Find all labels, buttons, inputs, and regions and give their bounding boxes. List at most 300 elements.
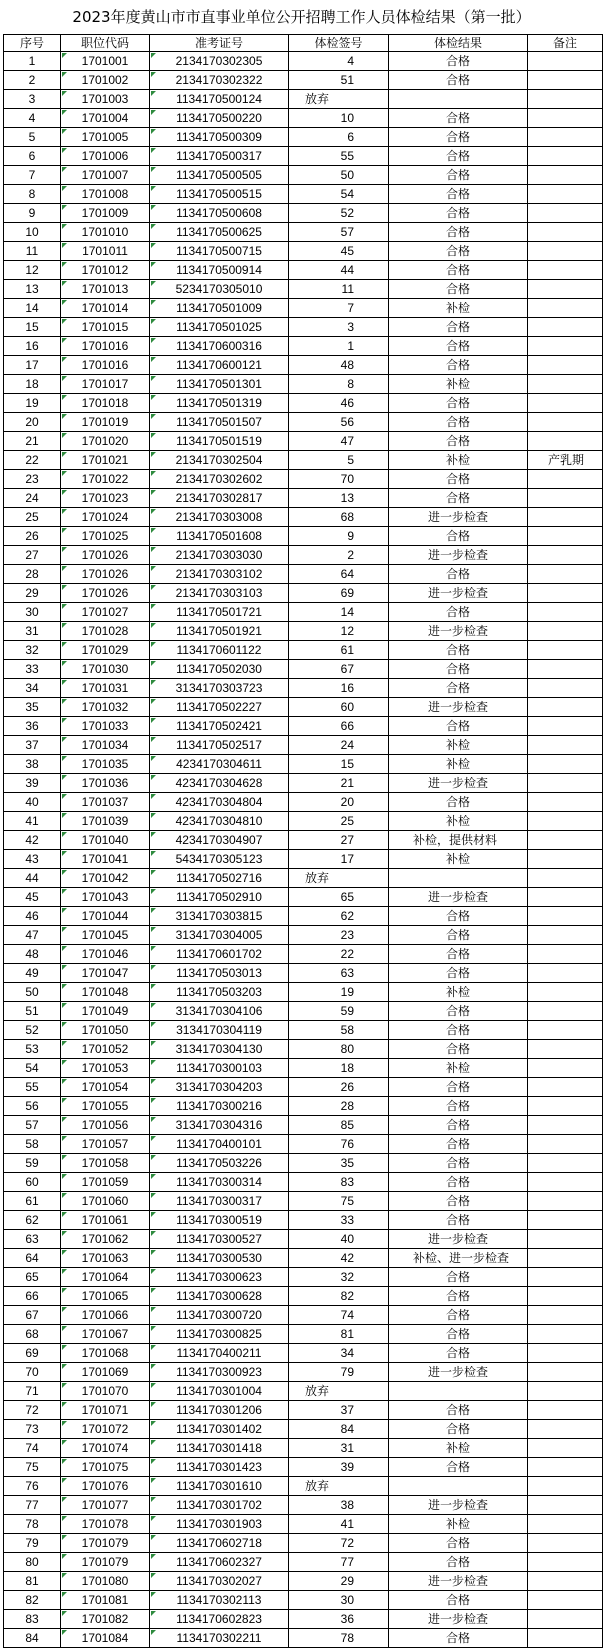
seq-cell[interactable]: 45 (4, 888, 61, 907)
exam-number-cell[interactable]: 63 (289, 964, 389, 983)
ticket-number-cell[interactable]: 1134170302211 (150, 1629, 289, 1648)
ticket-number-cell[interactable]: 3134170304005 (150, 926, 289, 945)
remark-cell[interactable] (528, 489, 603, 508)
ticket-number-cell[interactable]: 1134170602823 (150, 1610, 289, 1629)
seq-cell[interactable]: 63 (4, 1230, 61, 1249)
exam-number-cell[interactable]: 12 (289, 622, 389, 641)
exam-number-cell[interactable]: 放弃 (289, 90, 389, 109)
exam-number-cell[interactable]: 5 (289, 451, 389, 470)
exam-result-cell[interactable]: 合格 (389, 1534, 528, 1553)
remark-cell[interactable] (528, 261, 603, 280)
exam-result-cell[interactable]: 合格 (389, 1078, 528, 1097)
ticket-number-cell[interactable]: 1134170300623 (150, 1268, 289, 1287)
position-code-cell[interactable]: 1701016 (61, 356, 150, 375)
column-header-exam-number[interactable]: 体检签号 (289, 35, 389, 52)
exam-number-cell[interactable]: 30 (289, 1591, 389, 1610)
seq-cell[interactable]: 18 (4, 375, 61, 394)
position-code-cell[interactable]: 1701061 (61, 1211, 150, 1230)
ticket-number-cell[interactable]: 3134170304203 (150, 1078, 289, 1097)
ticket-number-cell[interactable]: 1134170300103 (150, 1059, 289, 1078)
ticket-number-cell[interactable]: 1134170500317 (150, 147, 289, 166)
exam-number-cell[interactable]: 21 (289, 774, 389, 793)
ticket-number-cell[interactable]: 1134170501608 (150, 527, 289, 546)
remark-cell[interactable] (528, 1135, 603, 1154)
exam-result-cell[interactable]: 合格 (389, 71, 528, 90)
seq-cell[interactable]: 1 (4, 52, 61, 71)
exam-result-cell[interactable]: 合格 (389, 1553, 528, 1572)
remark-cell[interactable] (528, 679, 603, 698)
remark-cell[interactable] (528, 964, 603, 983)
exam-result-cell[interactable]: 合格 (389, 1306, 528, 1325)
exam-result-cell[interactable]: 合格 (389, 1325, 528, 1344)
remark-cell[interactable] (528, 71, 603, 90)
column-header-remark[interactable]: 备注 (528, 35, 603, 52)
seq-cell[interactable]: 73 (4, 1420, 61, 1439)
remark-cell[interactable] (528, 1097, 603, 1116)
exam-number-cell[interactable]: 10 (289, 109, 389, 128)
exam-number-cell[interactable]: 25 (289, 812, 389, 831)
exam-result-cell[interactable]: 补检 (389, 983, 528, 1002)
exam-number-cell[interactable]: 72 (289, 1534, 389, 1553)
exam-number-cell[interactable]: 75 (289, 1192, 389, 1211)
exam-number-cell[interactable]: 24 (289, 736, 389, 755)
position-code-cell[interactable]: 1701015 (61, 318, 150, 337)
seq-cell[interactable]: 51 (4, 1002, 61, 1021)
ticket-number-cell[interactable]: 1134170500608 (150, 204, 289, 223)
seq-cell[interactable]: 32 (4, 641, 61, 660)
ticket-number-cell[interactable]: 1134170502421 (150, 717, 289, 736)
ticket-number-cell[interactable]: 2134170303008 (150, 508, 289, 527)
exam-number-cell[interactable]: 41 (289, 1515, 389, 1534)
position-code-cell[interactable]: 1701045 (61, 926, 150, 945)
position-code-cell[interactable]: 1701056 (61, 1116, 150, 1135)
position-code-cell[interactable]: 1701019 (61, 413, 150, 432)
remark-cell[interactable] (528, 1268, 603, 1287)
exam-result-cell[interactable]: 合格 (389, 565, 528, 584)
exam-result-cell[interactable]: 进一步检查 (389, 888, 528, 907)
ticket-number-cell[interactable]: 1134170300317 (150, 1192, 289, 1211)
exam-number-cell[interactable]: 66 (289, 717, 389, 736)
exam-number-cell[interactable]: 33 (289, 1211, 389, 1230)
position-code-cell[interactable]: 1701018 (61, 394, 150, 413)
exam-number-cell[interactable]: 4 (289, 52, 389, 71)
seq-cell[interactable]: 13 (4, 280, 61, 299)
ticket-number-cell[interactable]: 3134170304316 (150, 1116, 289, 1135)
exam-number-cell[interactable]: 36 (289, 1610, 389, 1629)
exam-number-cell[interactable]: 9 (289, 527, 389, 546)
exam-result-cell[interactable]: 合格 (389, 964, 528, 983)
remark-cell[interactable] (528, 432, 603, 451)
ticket-number-cell[interactable]: 1134170301702 (150, 1496, 289, 1515)
ticket-number-cell[interactable]: 5434170305123 (150, 850, 289, 869)
ticket-number-cell[interactable]: 3134170304119 (150, 1021, 289, 1040)
exam-number-cell[interactable]: 35 (289, 1154, 389, 1173)
position-code-cell[interactable]: 1701079 (61, 1534, 150, 1553)
seq-cell[interactable]: 40 (4, 793, 61, 812)
seq-cell[interactable]: 21 (4, 432, 61, 451)
exam-result-cell[interactable]: 合格 (389, 1116, 528, 1135)
position-code-cell[interactable]: 1701064 (61, 1268, 150, 1287)
exam-number-cell[interactable]: 47 (289, 432, 389, 451)
ticket-number-cell[interactable]: 3134170304130 (150, 1040, 289, 1059)
exam-number-cell[interactable]: 放弃 (289, 869, 389, 888)
exam-number-cell[interactable]: 27 (289, 831, 389, 850)
remark-cell[interactable] (528, 223, 603, 242)
seq-cell[interactable]: 62 (4, 1211, 61, 1230)
position-code-cell[interactable]: 1701005 (61, 128, 150, 147)
ticket-number-cell[interactable]: 5234170305010 (150, 280, 289, 299)
ticket-number-cell[interactable]: 1134170301423 (150, 1458, 289, 1477)
remark-cell[interactable] (528, 242, 603, 261)
seq-cell[interactable]: 59 (4, 1154, 61, 1173)
ticket-number-cell[interactable]: 1134170300527 (150, 1230, 289, 1249)
seq-cell[interactable]: 52 (4, 1021, 61, 1040)
remark-cell[interactable] (528, 926, 603, 945)
ticket-number-cell[interactable]: 1134170502227 (150, 698, 289, 717)
exam-result-cell[interactable]: 合格 (389, 1154, 528, 1173)
exam-number-cell[interactable]: 54 (289, 185, 389, 204)
position-code-cell[interactable]: 1701068 (61, 1344, 150, 1363)
exam-result-cell[interactable]: 合格 (389, 261, 528, 280)
exam-result-cell[interactable] (389, 90, 528, 109)
ticket-number-cell[interactable]: 1134170500124 (150, 90, 289, 109)
exam-result-cell[interactable]: 合格 (389, 356, 528, 375)
seq-cell[interactable]: 49 (4, 964, 61, 983)
ticket-number-cell[interactable]: 1134170400101 (150, 1135, 289, 1154)
exam-result-cell[interactable]: 合格 (389, 660, 528, 679)
exam-number-cell[interactable]: 15 (289, 755, 389, 774)
column-header-position-code[interactable]: 职位代码 (61, 35, 150, 52)
position-code-cell[interactable]: 1701021 (61, 451, 150, 470)
remark-cell[interactable] (528, 1344, 603, 1363)
ticket-number-cell[interactable]: 1134170501507 (150, 413, 289, 432)
exam-number-cell[interactable]: 84 (289, 1420, 389, 1439)
ticket-number-cell[interactable]: 1134170500309 (150, 128, 289, 147)
position-code-cell[interactable]: 1701081 (61, 1591, 150, 1610)
remark-cell[interactable] (528, 869, 603, 888)
position-code-cell[interactable]: 1701067 (61, 1325, 150, 1344)
ticket-number-cell[interactable]: 1134170302027 (150, 1572, 289, 1591)
seq-cell[interactable]: 28 (4, 565, 61, 584)
position-code-cell[interactable]: 1701042 (61, 869, 150, 888)
remark-cell[interactable] (528, 1249, 603, 1268)
seq-cell[interactable]: 71 (4, 1382, 61, 1401)
ticket-number-cell[interactable]: 1134170300314 (150, 1173, 289, 1192)
exam-number-cell[interactable]: 23 (289, 926, 389, 945)
position-code-cell[interactable]: 1701052 (61, 1040, 150, 1059)
exam-number-cell[interactable]: 68 (289, 508, 389, 527)
exam-number-cell[interactable]: 7 (289, 299, 389, 318)
seq-cell[interactable]: 53 (4, 1040, 61, 1059)
exam-result-cell[interactable]: 合格 (389, 1458, 528, 1477)
remark-cell[interactable] (528, 280, 603, 299)
remark-cell[interactable] (528, 204, 603, 223)
ticket-number-cell[interactable]: 1134170500625 (150, 223, 289, 242)
seq-cell[interactable]: 66 (4, 1287, 61, 1306)
ticket-number-cell[interactable]: 2134170302817 (150, 489, 289, 508)
exam-result-cell[interactable]: 合格 (389, 394, 528, 413)
remark-cell[interactable] (528, 565, 603, 584)
ticket-number-cell[interactable]: 1134170501519 (150, 432, 289, 451)
exam-result-cell[interactable]: 进一步检查 (389, 622, 528, 641)
seq-cell[interactable]: 68 (4, 1325, 61, 1344)
exam-result-cell[interactable]: 合格 (389, 945, 528, 964)
position-code-cell[interactable]: 1701050 (61, 1021, 150, 1040)
exam-result-cell[interactable]: 进一步检查 (389, 508, 528, 527)
exam-number-cell[interactable]: 52 (289, 204, 389, 223)
position-code-cell[interactable]: 1701003 (61, 90, 150, 109)
exam-result-cell[interactable]: 进一步检查 (389, 698, 528, 717)
exam-number-cell[interactable]: 28 (289, 1097, 389, 1116)
ticket-number-cell[interactable]: 1134170300519 (150, 1211, 289, 1230)
ticket-number-cell[interactable]: 2134170302602 (150, 470, 289, 489)
seq-cell[interactable]: 3 (4, 90, 61, 109)
position-code-cell[interactable]: 1701029 (61, 641, 150, 660)
seq-cell[interactable]: 84 (4, 1629, 61, 1648)
ticket-number-cell[interactable]: 1134170302113 (150, 1591, 289, 1610)
remark-cell[interactable] (528, 1211, 603, 1230)
ticket-number-cell[interactable]: 1134170501319 (150, 394, 289, 413)
remark-cell[interactable] (528, 337, 603, 356)
ticket-number-cell[interactable]: 4234170304804 (150, 793, 289, 812)
exam-number-cell[interactable]: 79 (289, 1363, 389, 1382)
remark-cell[interactable]: 产乳期 (528, 451, 603, 470)
remark-cell[interactable] (528, 641, 603, 660)
exam-number-cell[interactable]: 83 (289, 1173, 389, 1192)
position-code-cell[interactable]: 1701020 (61, 432, 150, 451)
exam-number-cell[interactable]: 74 (289, 1306, 389, 1325)
seq-cell[interactable]: 27 (4, 546, 61, 565)
exam-result-cell[interactable]: 补检 (389, 755, 528, 774)
ticket-number-cell[interactable]: 1134170500515 (150, 185, 289, 204)
ticket-number-cell[interactable]: 1134170301004 (150, 1382, 289, 1401)
ticket-number-cell[interactable]: 1134170300720 (150, 1306, 289, 1325)
position-code-cell[interactable]: 1701024 (61, 508, 150, 527)
ticket-number-cell[interactable]: 3134170304106 (150, 1002, 289, 1021)
exam-result-cell[interactable]: 合格 (389, 147, 528, 166)
ticket-number-cell[interactable]: 1134170501025 (150, 318, 289, 337)
position-code-cell[interactable]: 1701046 (61, 945, 150, 964)
position-code-cell[interactable]: 1701059 (61, 1173, 150, 1192)
exam-result-cell[interactable]: 合格 (389, 318, 528, 337)
position-code-cell[interactable]: 1701054 (61, 1078, 150, 1097)
remark-cell[interactable] (528, 375, 603, 394)
ticket-number-cell[interactable]: 1134170602718 (150, 1534, 289, 1553)
seq-cell[interactable]: 65 (4, 1268, 61, 1287)
position-code-cell[interactable]: 1701082 (61, 1610, 150, 1629)
ticket-number-cell[interactable]: 4234170304907 (150, 831, 289, 850)
exam-result-cell[interactable]: 合格 (389, 1211, 528, 1230)
seq-cell[interactable]: 55 (4, 1078, 61, 1097)
ticket-number-cell[interactable]: 1134170501921 (150, 622, 289, 641)
position-code-cell[interactable]: 1701047 (61, 964, 150, 983)
exam-result-cell[interactable]: 进一步检查 (389, 546, 528, 565)
position-code-cell[interactable]: 1701057 (61, 1135, 150, 1154)
exam-number-cell[interactable]: 26 (289, 1078, 389, 1097)
remark-cell[interactable] (528, 1629, 603, 1648)
seq-cell[interactable]: 46 (4, 907, 61, 926)
exam-number-cell[interactable]: 17 (289, 850, 389, 869)
seq-cell[interactable]: 34 (4, 679, 61, 698)
position-code-cell[interactable]: 1701058 (61, 1154, 150, 1173)
remark-cell[interactable] (528, 1458, 603, 1477)
column-header-seq[interactable]: 序号 (4, 35, 61, 52)
seq-cell[interactable]: 14 (4, 299, 61, 318)
exam-result-cell[interactable]: 合格 (389, 337, 528, 356)
remark-cell[interactable] (528, 1515, 603, 1534)
seq-cell[interactable]: 38 (4, 755, 61, 774)
ticket-number-cell[interactable]: 1134170500505 (150, 166, 289, 185)
exam-result-cell[interactable]: 合格 (389, 1135, 528, 1154)
remark-cell[interactable] (528, 394, 603, 413)
seq-cell[interactable]: 70 (4, 1363, 61, 1382)
exam-number-cell[interactable]: 46 (289, 394, 389, 413)
remark-cell[interactable] (528, 850, 603, 869)
exam-result-cell[interactable]: 合格 (389, 432, 528, 451)
remark-cell[interactable] (528, 1325, 603, 1344)
exam-result-cell[interactable]: 进一步检查 (389, 1496, 528, 1515)
position-code-cell[interactable]: 1701032 (61, 698, 150, 717)
remark-cell[interactable] (528, 812, 603, 831)
ticket-number-cell[interactable]: 1134170600316 (150, 337, 289, 356)
seq-cell[interactable]: 8 (4, 185, 61, 204)
seq-cell[interactable]: 64 (4, 1249, 61, 1268)
exam-result-cell[interactable]: 合格 (389, 1040, 528, 1059)
exam-result-cell[interactable]: 补检 (389, 299, 528, 318)
exam-result-cell[interactable]: 合格 (389, 1097, 528, 1116)
exam-result-cell[interactable]: 合格 (389, 242, 528, 261)
exam-number-cell[interactable]: 29 (289, 1572, 389, 1591)
exam-result-cell[interactable]: 合格 (389, 1629, 528, 1648)
remark-cell[interactable] (528, 1116, 603, 1135)
remark-cell[interactable] (528, 831, 603, 850)
position-code-cell[interactable]: 1701074 (61, 1439, 150, 1458)
remark-cell[interactable] (528, 736, 603, 755)
exam-number-cell[interactable]: 40 (289, 1230, 389, 1249)
seq-cell[interactable]: 75 (4, 1458, 61, 1477)
remark-cell[interactable] (528, 774, 603, 793)
ticket-number-cell[interactable]: 1134170500715 (150, 242, 289, 261)
exam-result-cell[interactable]: 合格 (389, 166, 528, 185)
seq-cell[interactable]: 33 (4, 660, 61, 679)
position-code-cell[interactable]: 1701030 (61, 660, 150, 679)
exam-result-cell[interactable]: 补检 (389, 1439, 528, 1458)
exam-number-cell[interactable]: 48 (289, 356, 389, 375)
position-code-cell[interactable]: 1701025 (61, 527, 150, 546)
seq-cell[interactable]: 76 (4, 1477, 61, 1496)
seq-cell[interactable]: 50 (4, 983, 61, 1002)
exam-result-cell[interactable]: 合格 (389, 1268, 528, 1287)
remark-cell[interactable] (528, 527, 603, 546)
exam-number-cell[interactable]: 44 (289, 261, 389, 280)
ticket-number-cell[interactable]: 1134170502030 (150, 660, 289, 679)
exam-result-cell[interactable]: 合格 (389, 1192, 528, 1211)
exam-result-cell[interactable]: 合格 (389, 489, 528, 508)
ticket-number-cell[interactable]: 4234170304628 (150, 774, 289, 793)
seq-cell[interactable]: 83 (4, 1610, 61, 1629)
remark-cell[interactable] (528, 1040, 603, 1059)
remark-cell[interactable] (528, 1002, 603, 1021)
exam-result-cell[interactable]: 进一步检查 (389, 584, 528, 603)
remark-cell[interactable] (528, 1591, 603, 1610)
seq-cell[interactable]: 74 (4, 1439, 61, 1458)
seq-cell[interactable]: 78 (4, 1515, 61, 1534)
exam-result-cell[interactable]: 合格 (389, 1420, 528, 1439)
exam-number-cell[interactable]: 82 (289, 1287, 389, 1306)
exam-number-cell[interactable]: 11 (289, 280, 389, 299)
exam-result-cell[interactable]: 合格 (389, 793, 528, 812)
exam-number-cell[interactable]: 6 (289, 128, 389, 147)
exam-result-cell[interactable]: 补检 (389, 451, 528, 470)
exam-result-cell[interactable]: 合格 (389, 717, 528, 736)
position-code-cell[interactable]: 1701023 (61, 489, 150, 508)
remark-cell[interactable] (528, 603, 603, 622)
position-code-cell[interactable]: 1701011 (61, 242, 150, 261)
position-code-cell[interactable]: 1701013 (61, 280, 150, 299)
seq-cell[interactable]: 48 (4, 945, 61, 964)
ticket-number-cell[interactable]: 1134170301610 (150, 1477, 289, 1496)
position-code-cell[interactable]: 1701049 (61, 1002, 150, 1021)
exam-result-cell[interactable]: 补检 (389, 736, 528, 755)
remark-cell[interactable] (528, 413, 603, 432)
seq-cell[interactable]: 5 (4, 128, 61, 147)
exam-number-cell[interactable]: 59 (289, 1002, 389, 1021)
exam-number-cell[interactable]: 55 (289, 147, 389, 166)
exam-result-cell[interactable]: 合格 (389, 109, 528, 128)
exam-number-cell[interactable]: 45 (289, 242, 389, 261)
seq-cell[interactable]: 80 (4, 1553, 61, 1572)
position-code-cell[interactable]: 1701069 (61, 1363, 150, 1382)
position-code-cell[interactable]: 1701043 (61, 888, 150, 907)
exam-number-cell[interactable]: 8 (289, 375, 389, 394)
position-code-cell[interactable]: 1701040 (61, 831, 150, 850)
ticket-number-cell[interactable]: 1134170601122 (150, 641, 289, 660)
remark-cell[interactable] (528, 1401, 603, 1420)
seq-cell[interactable]: 54 (4, 1059, 61, 1078)
exam-number-cell[interactable]: 69 (289, 584, 389, 603)
ticket-number-cell[interactable]: 1134170503203 (150, 983, 289, 1002)
column-header-ticket-number[interactable]: 准考证号 (150, 35, 289, 52)
position-code-cell[interactable]: 1701077 (61, 1496, 150, 1515)
position-code-cell[interactable]: 1701016 (61, 337, 150, 356)
position-code-cell[interactable]: 1701075 (61, 1458, 150, 1477)
position-code-cell[interactable]: 1701063 (61, 1249, 150, 1268)
remark-cell[interactable] (528, 1420, 603, 1439)
position-code-cell[interactable]: 1701012 (61, 261, 150, 280)
exam-number-cell[interactable]: 34 (289, 1344, 389, 1363)
exam-result-cell[interactable]: 补检 (389, 375, 528, 394)
remark-cell[interactable] (528, 1078, 603, 1097)
remark-cell[interactable] (528, 793, 603, 812)
seq-cell[interactable]: 35 (4, 698, 61, 717)
ticket-number-cell[interactable]: 1134170301402 (150, 1420, 289, 1439)
exam-number-cell[interactable]: 放弃 (289, 1477, 389, 1496)
seq-cell[interactable]: 19 (4, 394, 61, 413)
position-code-cell[interactable]: 1701010 (61, 223, 150, 242)
seq-cell[interactable]: 15 (4, 318, 61, 337)
ticket-number-cell[interactable]: 1134170501721 (150, 603, 289, 622)
seq-cell[interactable]: 12 (4, 261, 61, 280)
remark-cell[interactable] (528, 1610, 603, 1629)
seq-cell[interactable]: 22 (4, 451, 61, 470)
remark-cell[interactable] (528, 907, 603, 926)
position-code-cell[interactable]: 1701071 (61, 1401, 150, 1420)
position-code-cell[interactable]: 1701004 (61, 109, 150, 128)
remark-cell[interactable] (528, 299, 603, 318)
ticket-number-cell[interactable]: 1134170501301 (150, 375, 289, 394)
exam-number-cell[interactable]: 78 (289, 1629, 389, 1648)
seq-cell[interactable]: 47 (4, 926, 61, 945)
